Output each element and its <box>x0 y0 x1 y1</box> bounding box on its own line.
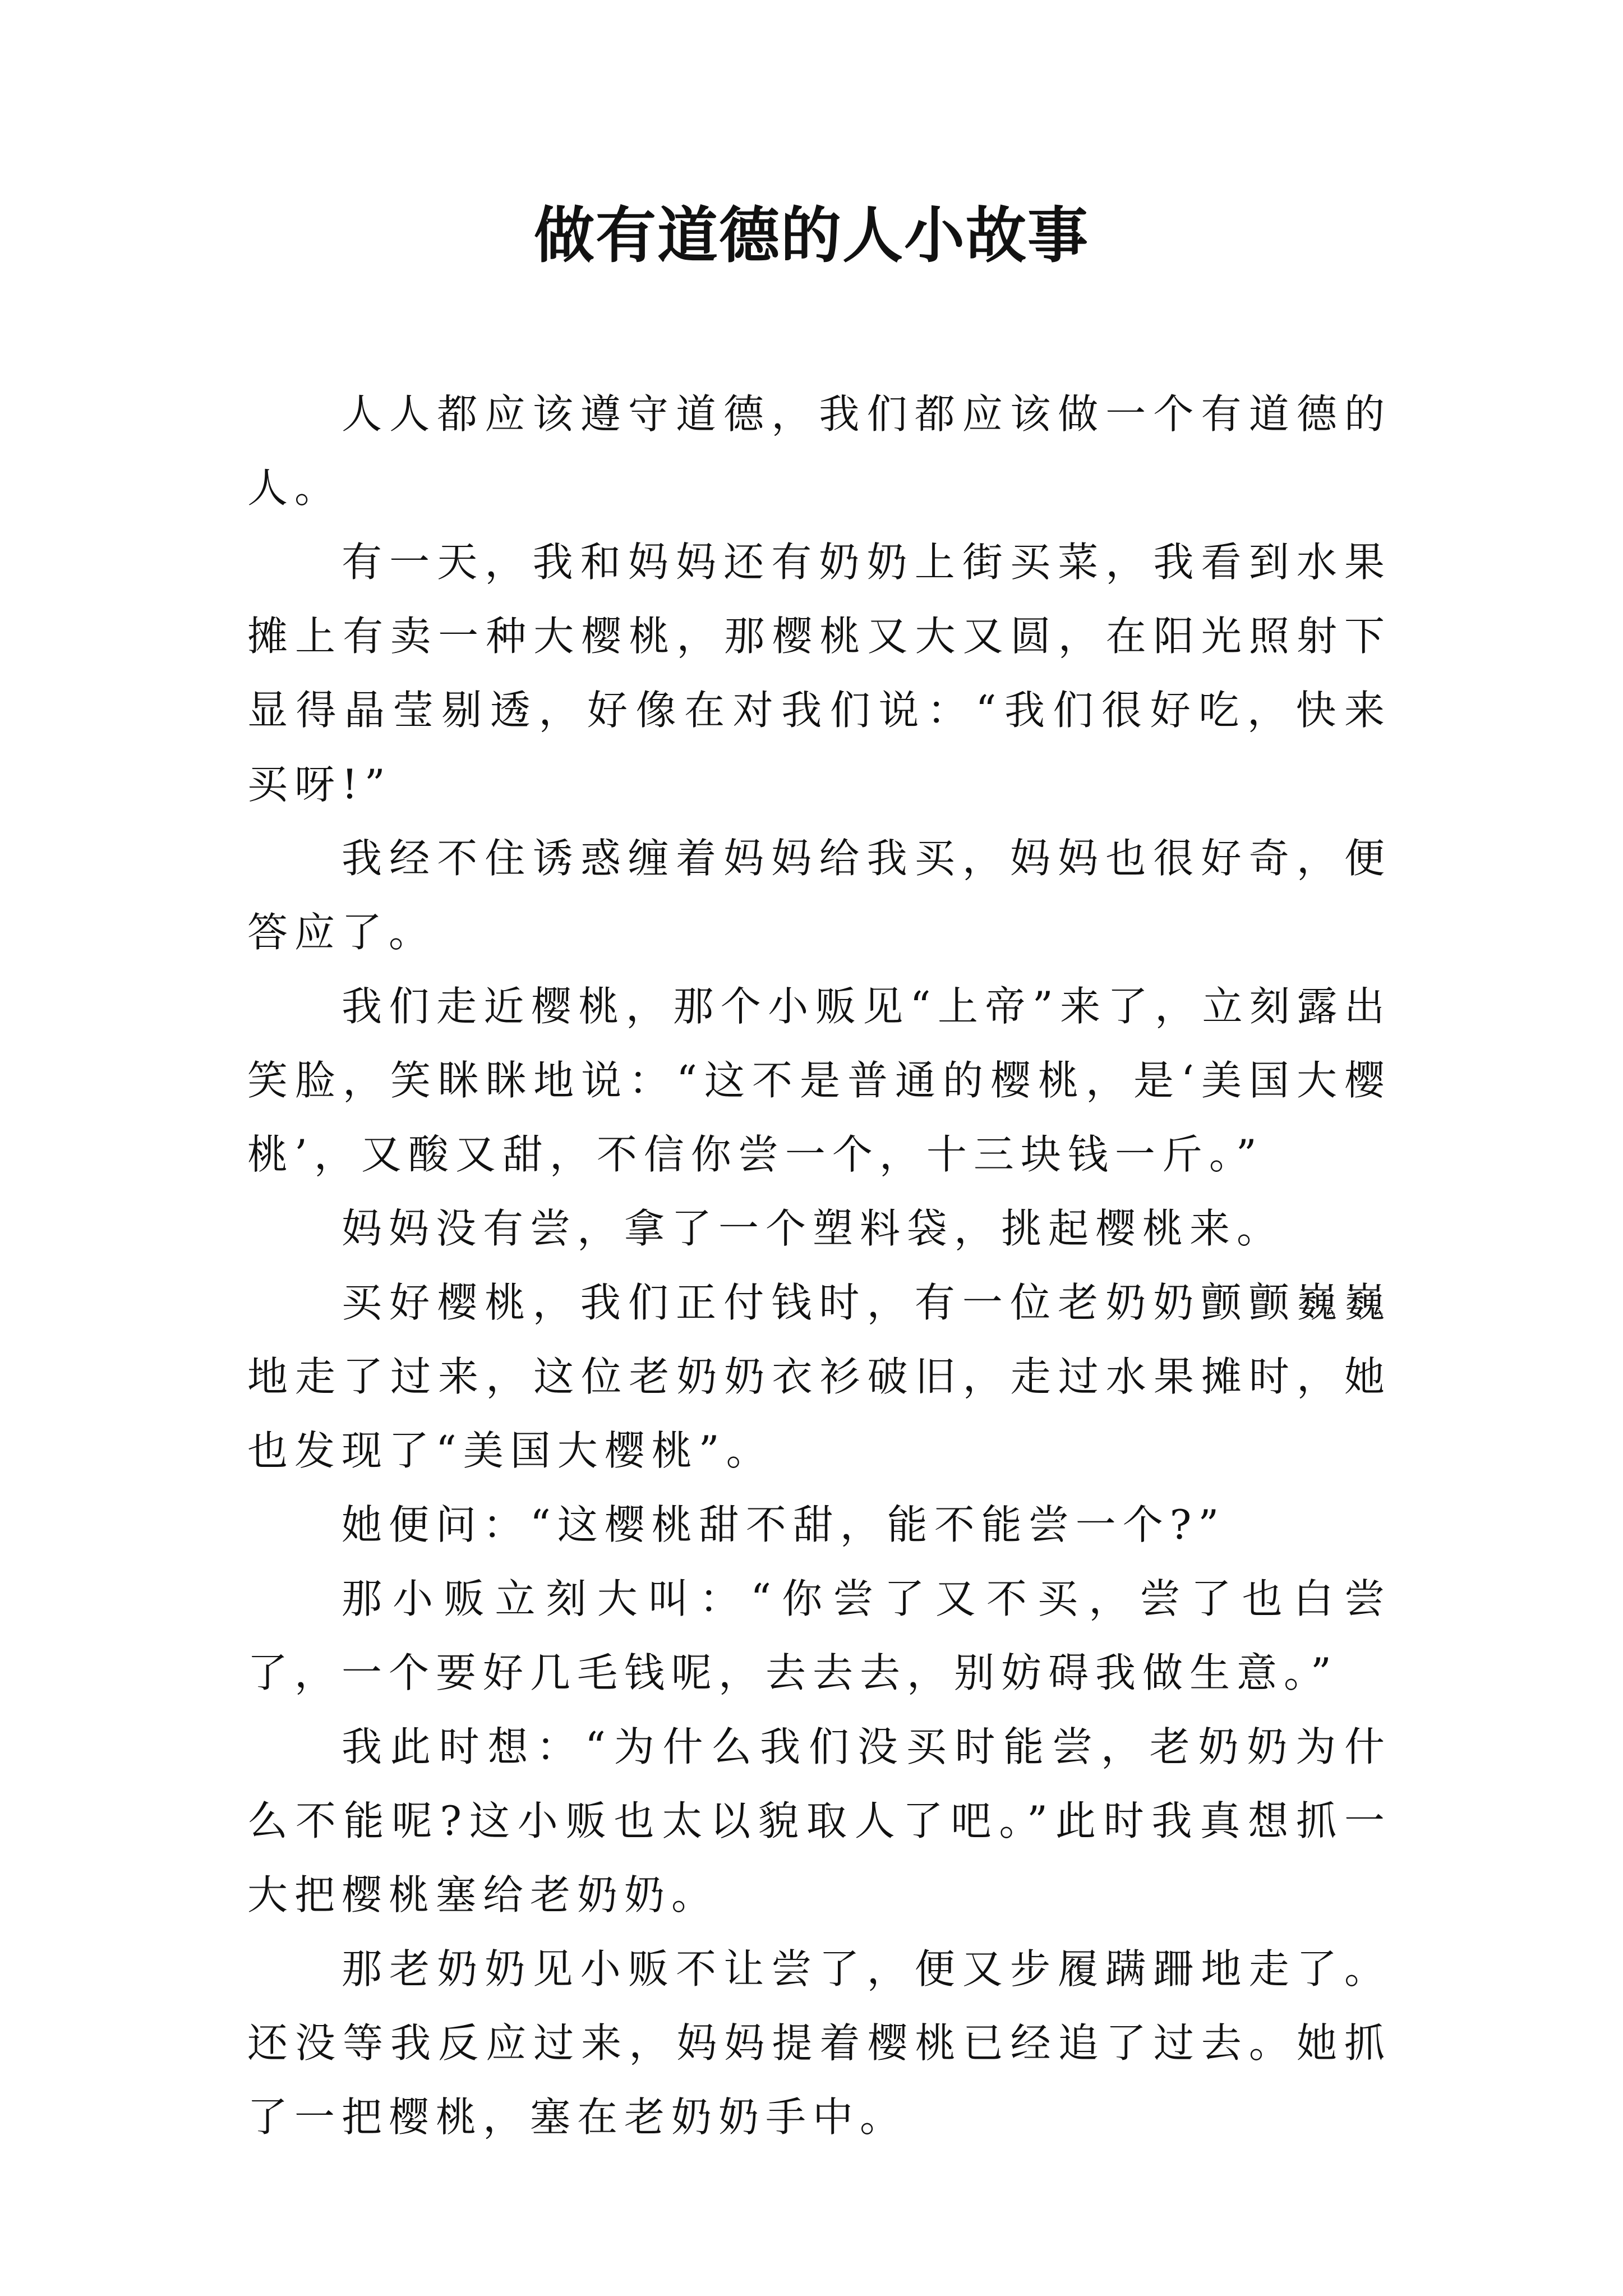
paragraph-2: 有一天，我和妈妈还有奶奶上街买菜，我看到水果摊上有卖一种大樱桃，那樱桃又大又圆，在阳光照射下显得晶莹剔透，好像在对我们说：“我们很好吃，快来买呀!” <box>247 539 1391 808</box>
paragraph-6: 买好樱桃，我们正付钱时，有一位老奶奶颤颤巍巍地走了过来，这位老奶奶衣衫破旧，走过水果摊时，她也发现了“美国大樱桃”。 <box>247 1279 1391 1474</box>
paragraph-8: 那小贩立刻大叫：“你尝了又不买，尝了也白尝了，一个要好几毛钱呢，去去去，别妨碍我做生意。” <box>247 1575 1391 1696</box>
paragraph-1: 人人都应该遵守道德，我们都应该做一个有道德的人。 <box>247 390 1391 512</box>
document-body <box>247 377 1391 2154</box>
paragraph-5: 妈妈没有尝，拿了一个塑料袋，挑起樱桃来。 <box>342 1205 1284 1252</box>
paragraph-10: 那老奶奶见小贩不让尝了，便又步履蹒跚地走了。还没等我反应过来，妈妈提着樱桃已经追了过去。她抓了一把樱桃，塞在老奶奶手中。 <box>247 1945 1391 2141</box>
paragraph-7: 她便问：“这樱桃甜不甜，能不能尝一个?” <box>342 1501 1226 1548</box>
paragraph-4: 我们走近樱桃，那个小贩见“上帝”来了，立刻露出笑脸，笑眯眯地说：“这不是普通的樱桃，是‘美国大樱桃’，又酸又甜，不信你尝一个，十三块钱一斤。” <box>247 983 1391 1178</box>
paragraph-9: 我此时想：“为什么我们没买时能尝，老奶奶为什么不能呢?这小贩也太以貌取人了吧。”此时我真想抓一大把樱桃塞给老奶奶。 <box>247 1723 1391 1918</box>
paragraph-3: 我经不住诱惑缠着妈妈给我买，妈妈也很好奇，便答应了。 <box>247 835 1391 956</box>
document-title: 做有道德的人小故事 <box>533 200 1089 271</box>
